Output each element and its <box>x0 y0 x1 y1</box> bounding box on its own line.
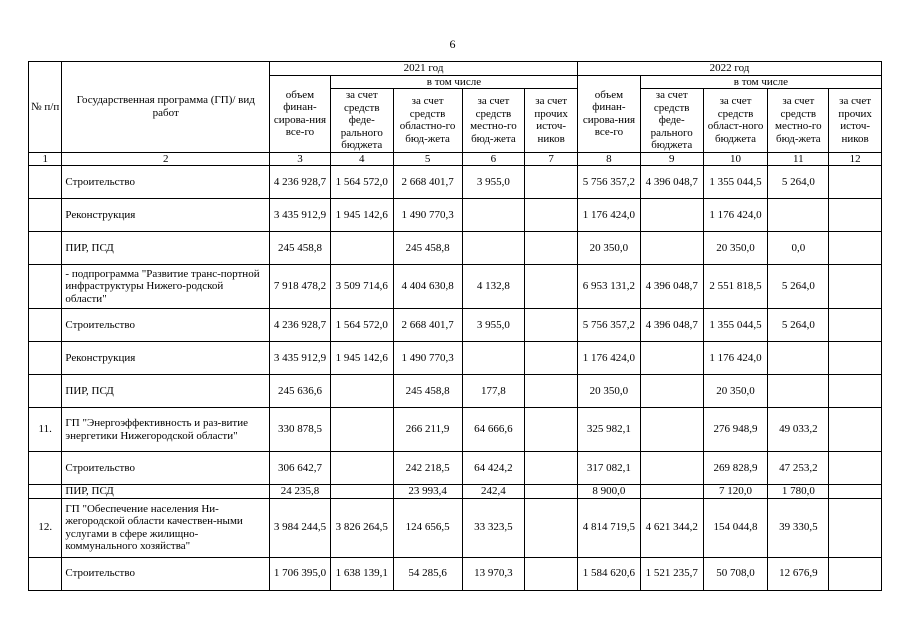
value-cell: 5 756 357,2 <box>578 166 641 199</box>
row-number-cell <box>29 166 62 199</box>
program-name-cell: Строительство <box>62 452 270 485</box>
program-name-cell: ГП "Энергоэффективность и раз-витие энергетики Нижегородской области" <box>62 408 270 452</box>
value-cell: 24 235,8 <box>270 485 331 499</box>
header-regional-2022: за счет средств област-ного бюджета <box>703 89 768 153</box>
column-number: 9 <box>640 152 703 166</box>
header-local-2021: за счет средств местно-го бюд-жета <box>462 89 525 153</box>
table-row <box>29 199 882 232</box>
value-cell <box>640 199 703 232</box>
value-cell <box>640 232 703 265</box>
value-cell: 33 323,5 <box>462 498 525 557</box>
value-cell: 5 264,0 <box>768 166 829 199</box>
value-cell: 6 953 131,2 <box>578 265 641 309</box>
row-number-cell <box>29 375 62 408</box>
value-cell <box>330 452 393 485</box>
value-cell <box>768 342 829 375</box>
value-cell <box>640 408 703 452</box>
value-cell <box>829 265 882 309</box>
value-cell: 154 044,8 <box>703 498 768 557</box>
value-cell: 12 676,9 <box>768 557 829 590</box>
value-cell: 325 982,1 <box>578 408 641 452</box>
header-other-2022: за счет прочих источ-ников <box>829 89 882 153</box>
value-cell <box>829 375 882 408</box>
value-cell: 330 878,5 <box>270 408 331 452</box>
value-cell: 245 458,8 <box>393 375 462 408</box>
row-number-cell <box>29 485 62 499</box>
value-cell: 3 509 714,6 <box>330 265 393 309</box>
program-name-cell: ГП "Обеспечение населения Ни-жегородской области качествен-ными услугами в сфере жилищно-коммунального хозяйства" <box>62 498 270 557</box>
value-cell: 54 285,6 <box>393 557 462 590</box>
value-cell: 8 900,0 <box>578 485 641 499</box>
table-row <box>29 342 882 375</box>
value-cell <box>330 375 393 408</box>
value-cell <box>829 199 882 232</box>
value-cell: 0,0 <box>768 232 829 265</box>
value-cell: 1 355 044,5 <box>703 309 768 342</box>
value-cell <box>640 375 703 408</box>
value-cell: 1 945 142,6 <box>330 199 393 232</box>
value-cell: 4 236 928,7 <box>270 309 331 342</box>
header-federal-2022: за счет средств феде-рального бюджета <box>640 89 703 153</box>
value-cell <box>829 557 882 590</box>
value-cell: 5 756 357,2 <box>578 309 641 342</box>
value-cell: 7 120,0 <box>703 485 768 499</box>
row-number-cell <box>29 199 62 232</box>
value-cell <box>829 408 882 452</box>
value-cell: 13 970,3 <box>462 557 525 590</box>
value-cell: 177,8 <box>462 375 525 408</box>
column-number: 3 <box>270 152 331 166</box>
value-cell: 1 176 424,0 <box>578 342 641 375</box>
table-row <box>29 452 882 485</box>
value-cell: 242 218,5 <box>393 452 462 485</box>
value-cell <box>525 485 578 499</box>
value-cell: 20 350,0 <box>703 375 768 408</box>
value-cell: 1 176 424,0 <box>703 342 768 375</box>
value-cell <box>640 485 703 499</box>
value-cell: 50 708,0 <box>703 557 768 590</box>
value-cell: 2 668 401,7 <box>393 309 462 342</box>
value-cell <box>640 452 703 485</box>
value-cell <box>640 342 703 375</box>
value-cell <box>525 232 578 265</box>
column-number: 7 <box>525 152 578 166</box>
value-cell: 317 082,1 <box>578 452 641 485</box>
column-number: 11 <box>768 152 829 166</box>
row-number-cell <box>29 232 62 265</box>
page-number: 6 <box>449 37 456 51</box>
value-cell: 269 828,9 <box>703 452 768 485</box>
table-row <box>29 265 882 309</box>
value-cell <box>768 199 829 232</box>
column-number: 4 <box>330 152 393 166</box>
value-cell: 4 621 344,2 <box>640 498 703 557</box>
table-body <box>29 166 882 591</box>
header-incl-2022: в том числе <box>640 75 881 89</box>
value-cell: 1 176 424,0 <box>578 199 641 232</box>
value-cell: 4 132,8 <box>462 265 525 309</box>
value-cell: 4 404 630,8 <box>393 265 462 309</box>
value-cell: 4 396 048,7 <box>640 265 703 309</box>
value-cell: 1 945 142,6 <box>330 342 393 375</box>
value-cell: 1 490 770,3 <box>393 199 462 232</box>
table-row <box>29 408 882 452</box>
header-incl-2021: в том числе <box>330 75 577 89</box>
header-regional-2021: за счет средств областно-го бюд-жета <box>393 89 462 153</box>
value-cell: 1 584 620,6 <box>578 557 641 590</box>
value-cell: 1 355 044,5 <box>703 166 768 199</box>
header-local-2022: за счет средств местно-го бюд-жета <box>768 89 829 153</box>
value-cell: 3 984 244,5 <box>270 498 331 557</box>
value-cell: 245 636,6 <box>270 375 331 408</box>
row-number-cell: 12. <box>29 498 62 557</box>
table-row <box>29 375 882 408</box>
value-cell: 245 458,8 <box>270 232 331 265</box>
value-cell: 306 642,7 <box>270 452 331 485</box>
value-cell <box>768 375 829 408</box>
value-cell: 276 948,9 <box>703 408 768 452</box>
value-cell: 23 993,4 <box>393 485 462 499</box>
value-cell: 47 253,2 <box>768 452 829 485</box>
value-cell: 5 264,0 <box>768 265 829 309</box>
value-cell: 2 551 818,5 <box>703 265 768 309</box>
value-cell: 20 350,0 <box>578 232 641 265</box>
table-row <box>29 309 882 342</box>
column-number: 10 <box>703 152 768 166</box>
row-number-cell <box>29 452 62 485</box>
row-number-cell <box>29 265 62 309</box>
value-cell: 5 264,0 <box>768 309 829 342</box>
header-federal-2021: за счет средств феде-рального бюджета <box>330 89 393 153</box>
value-cell <box>829 232 882 265</box>
value-cell <box>829 309 882 342</box>
value-cell <box>462 342 525 375</box>
program-name-cell: Реконструкция <box>62 199 270 232</box>
row-number-cell: 11. <box>29 408 62 452</box>
program-name-cell: Строительство <box>62 309 270 342</box>
value-cell <box>829 498 882 557</box>
header-other-2021: за счет прочих источ-ников <box>525 89 578 153</box>
table-row <box>29 485 882 499</box>
value-cell: 49 033,2 <box>768 408 829 452</box>
column-number: 2 <box>62 152 270 166</box>
value-cell <box>525 309 578 342</box>
budget-table <box>28 61 882 591</box>
value-cell <box>525 199 578 232</box>
value-cell: 124 656,5 <box>393 498 462 557</box>
value-cell: 1 638 139,1 <box>330 557 393 590</box>
header-program: Государственная программа (ГП)/ вид работ <box>62 62 270 153</box>
program-name-cell: ПИР, ПСД <box>62 232 270 265</box>
table-row <box>29 498 882 557</box>
value-cell: 4 396 048,7 <box>640 166 703 199</box>
value-cell <box>525 166 578 199</box>
row-number-cell <box>29 342 62 375</box>
value-cell <box>330 485 393 499</box>
column-number: 6 <box>462 152 525 166</box>
value-cell: 20 350,0 <box>578 375 641 408</box>
program-name-cell: - подпрограмма "Развитие транс-портной инфраструктуры Нижего-родской области" <box>62 265 270 309</box>
value-cell: 20 350,0 <box>703 232 768 265</box>
value-cell: 64 424,2 <box>462 452 525 485</box>
value-cell: 1 521 235,7 <box>640 557 703 590</box>
value-cell <box>525 557 578 590</box>
header-total-2021: объем финан-сирова-ния все-го <box>270 75 331 152</box>
program-name-cell: Строительство <box>62 166 270 199</box>
value-cell <box>525 265 578 309</box>
value-cell: 266 211,9 <box>393 408 462 452</box>
value-cell: 245 458,8 <box>393 232 462 265</box>
program-name-cell: Реконструкция <box>62 342 270 375</box>
value-cell <box>462 232 525 265</box>
value-cell <box>525 452 578 485</box>
value-cell: 4 236 928,7 <box>270 166 331 199</box>
value-cell <box>525 342 578 375</box>
table-row <box>29 166 882 199</box>
value-cell <box>525 408 578 452</box>
program-name-cell: ПИР, ПСД <box>62 375 270 408</box>
column-number: 12 <box>829 152 882 166</box>
value-cell <box>829 485 882 499</box>
value-cell <box>462 199 525 232</box>
value-cell: 3 435 912,9 <box>270 199 331 232</box>
header-year-2022: 2022 год <box>578 62 882 76</box>
column-number-row <box>29 152 882 166</box>
row-number-cell <box>29 309 62 342</box>
value-cell <box>330 232 393 265</box>
value-cell <box>330 408 393 452</box>
table-row <box>29 557 882 590</box>
value-cell: 1 564 572,0 <box>330 309 393 342</box>
value-cell: 39 330,5 <box>768 498 829 557</box>
value-cell: 1 706 395,0 <box>270 557 331 590</box>
value-cell: 3 826 264,5 <box>330 498 393 557</box>
value-cell <box>829 166 882 199</box>
value-cell: 3 435 912,9 <box>270 342 331 375</box>
header-num: № п/п <box>29 62 62 153</box>
program-name-cell: ПИР, ПСД <box>62 485 270 499</box>
value-cell: 1 564 572,0 <box>330 166 393 199</box>
value-cell <box>525 375 578 408</box>
table-row <box>29 232 882 265</box>
value-cell <box>525 498 578 557</box>
header-year-2021: 2021 год <box>270 62 578 76</box>
value-cell: 2 668 401,7 <box>393 166 462 199</box>
value-cell: 64 666,6 <box>462 408 525 452</box>
table-header <box>29 62 882 166</box>
value-cell: 1 490 770,3 <box>393 342 462 375</box>
value-cell <box>829 452 882 485</box>
value-cell: 3 955,0 <box>462 166 525 199</box>
value-cell: 1 780,0 <box>768 485 829 499</box>
value-cell: 7 918 478,2 <box>270 265 331 309</box>
value-cell: 1 176 424,0 <box>703 199 768 232</box>
row-number-cell <box>29 557 62 590</box>
value-cell <box>829 342 882 375</box>
column-number: 1 <box>29 152 62 166</box>
value-cell: 4 396 048,7 <box>640 309 703 342</box>
column-number: 5 <box>393 152 462 166</box>
program-name-cell: Строительство <box>62 557 270 590</box>
column-number: 8 <box>578 152 641 166</box>
value-cell: 4 814 719,5 <box>578 498 641 557</box>
value-cell: 3 955,0 <box>462 309 525 342</box>
header-total-2022: объем финан-сирова-ния все-го <box>578 75 641 152</box>
value-cell: 242,4 <box>462 485 525 499</box>
